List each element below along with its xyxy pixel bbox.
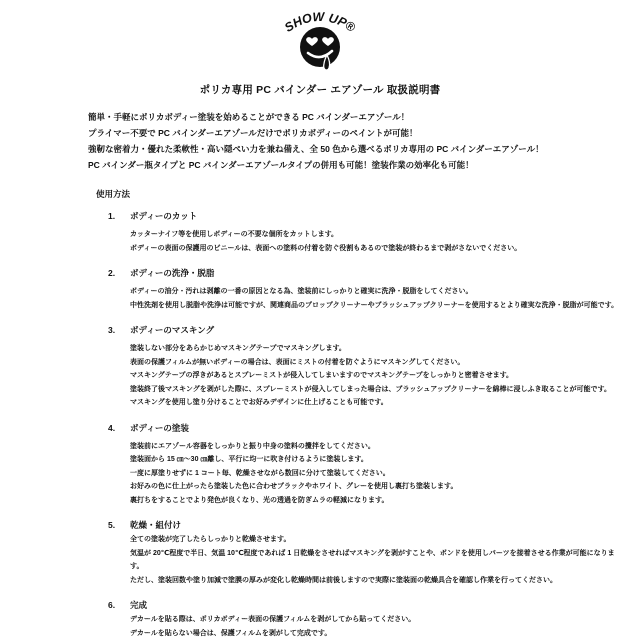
step-header [0, 267, 640, 279]
step-header [0, 519, 640, 531]
smiley-face [300, 27, 340, 67]
step-title: ボディーのマスキング [130, 325, 215, 335]
step-line: 全ての塗装が完了したらしっかりと乾燥させます。 [130, 536, 291, 543]
step-line: デカールを貼る際は、ポリカボディー表面の保護フィルムを剥がしてから貼ってください。 [130, 616, 416, 623]
usage-steps-list [0, 210, 640, 640]
step-line: デカールを貼らない場合は、保護フィルムを剥がして完成です。 [130, 629, 332, 637]
step-line: 一度に厚塗りせずに 1 コート毎、乾燥させながら数回に分けて塗装してください。 [130, 469, 390, 477]
step-line: す。 [130, 563, 144, 570]
intro-line: プライマー不要で PC バインダーエアゾールだけでポリカボディーのペイントが可能！ [88, 128, 418, 138]
step-number: 4. [108, 422, 116, 433]
step-title: ボディーの洗浄・脱脂 [130, 268, 215, 278]
intro-line: PC バインダー瓶タイプと PC バインダーエアゾールタイプの併用も可能！塗装作業の効率化も可能！ [88, 160, 474, 170]
brand-logo [0, 8, 640, 72]
step-body [0, 342, 640, 410]
step [0, 422, 640, 508]
step-body [0, 613, 640, 640]
step-line: マスキングを使用し塗り分けることでお好みデザインに仕上げることも可能です。 [130, 399, 388, 406]
step-header [0, 210, 640, 222]
step-line: 中性洗剤を使用し脱脂や洗浄は可能ですが、関連商品のプロップクリーナーやブラッシュアップクリーナーを使用するとより確実な洗浄・脱脂が可能です。 [130, 301, 619, 309]
brand-arc-text: SHOW UP® [282, 9, 358, 35]
step-title: 完成 [130, 600, 148, 610]
step-number: 1. [108, 211, 116, 221]
step-body [0, 228, 640, 255]
step-line: カッターナイフ等を使用しボディーの不要な個所をカットします。 [130, 231, 339, 238]
step-line: 表面の保護フィルムが無いボディーの場合は、表面にミストの付着を防ぐようにマスキングしてください。 [130, 358, 465, 366]
step-line: マスキングテープの浮きがあるとスプレーミストが侵入してしまいますのでマスキングテープをしっかりと密着させます。 [130, 372, 514, 379]
intro-line: 強靭な密着力・優れた柔軟性・高い隠ぺい力を兼ね備え、全 50 色から選べるポリカ専用の PC バインダーエアゾール！ [88, 144, 544, 154]
step-number: 5. [108, 520, 116, 530]
step-number: 2. [108, 268, 116, 278]
intro-paragraphs [88, 109, 640, 173]
step-title: ボディーの塗装 [130, 422, 189, 433]
step-title: 乾燥・組付け [130, 520, 182, 530]
step-header [0, 599, 640, 611]
step-body [0, 533, 640, 587]
step-header [0, 324, 640, 336]
step-line: お好みの色に仕上がったら塗装した色に合わせブラックやホワイト、グレーを使用し裏打ち塗装します。 [130, 483, 458, 490]
step-line: ボディーの表面の保護用のビニールは、表面への塗料の付着を防ぐ役割もあるので塗装が終わるまで剥がさないでください。 [130, 244, 522, 252]
step-line: 裏打ちをすることでより発色が良くなり、光の透過を防ぎムラの軽減になります。 [130, 496, 389, 504]
step-line: ただし、塗装回数や塗り加減で塗膜の厚みが変化し乾燥時間は前後しますので実際に塗装面の乾燥具合を確認し作業を行ってください。 [130, 576, 557, 584]
step-title: ボディーのカット [130, 211, 198, 221]
intro-line: 簡単・手軽にポリカボディー塗装を始めることができる PC バインダーエアゾール！ [88, 112, 410, 122]
step-body [0, 440, 640, 508]
step [0, 267, 640, 312]
step [0, 519, 640, 587]
step-line: 塗装面から 15 ㎝～30 ㎝離し、平行に均一に吹き付けるように塗装します。 [130, 456, 368, 463]
showup-smiley-logo [272, 8, 368, 72]
step [0, 599, 640, 640]
step [0, 210, 640, 255]
step-header [0, 422, 640, 434]
step-line: 塗装前にエアゾール容器をしっかりと振り中身の塗料の攪拌をしてください。 [130, 442, 375, 450]
step-line: ボディーの油分・汚れは剥離の一番の原因となる為、塗装前にしっかりと確実に洗浄・脱脂をしてください。 [130, 288, 473, 295]
step-line: 塗装終了後マスキングを剥がした際に、スプレーミストが侵入してしまった場合は、ブラッシュアップクリーナーを綿棒に浸しふき取ることが可能です。 [130, 385, 611, 393]
step-line: 気温が 20℃程度で半日、気温 10℃程度であれば 1 日乾燥をさせればマスキングを剥がすことや、ボンドを使用しパーツを接着させる作業が可能になりま [130, 549, 615, 557]
step-line: 塗装しない部分をあらかじめマスキングテープでマスキングします。 [130, 345, 346, 352]
step-body [0, 285, 640, 312]
usage-heading: 使用方法 [96, 189, 131, 199]
step [0, 324, 640, 410]
step-number: 6. [108, 600, 116, 610]
step-number: 3. [108, 325, 116, 335]
page-title: ポリカ専用 PC バインダー エアゾール 取扱説明書 [199, 84, 441, 96]
